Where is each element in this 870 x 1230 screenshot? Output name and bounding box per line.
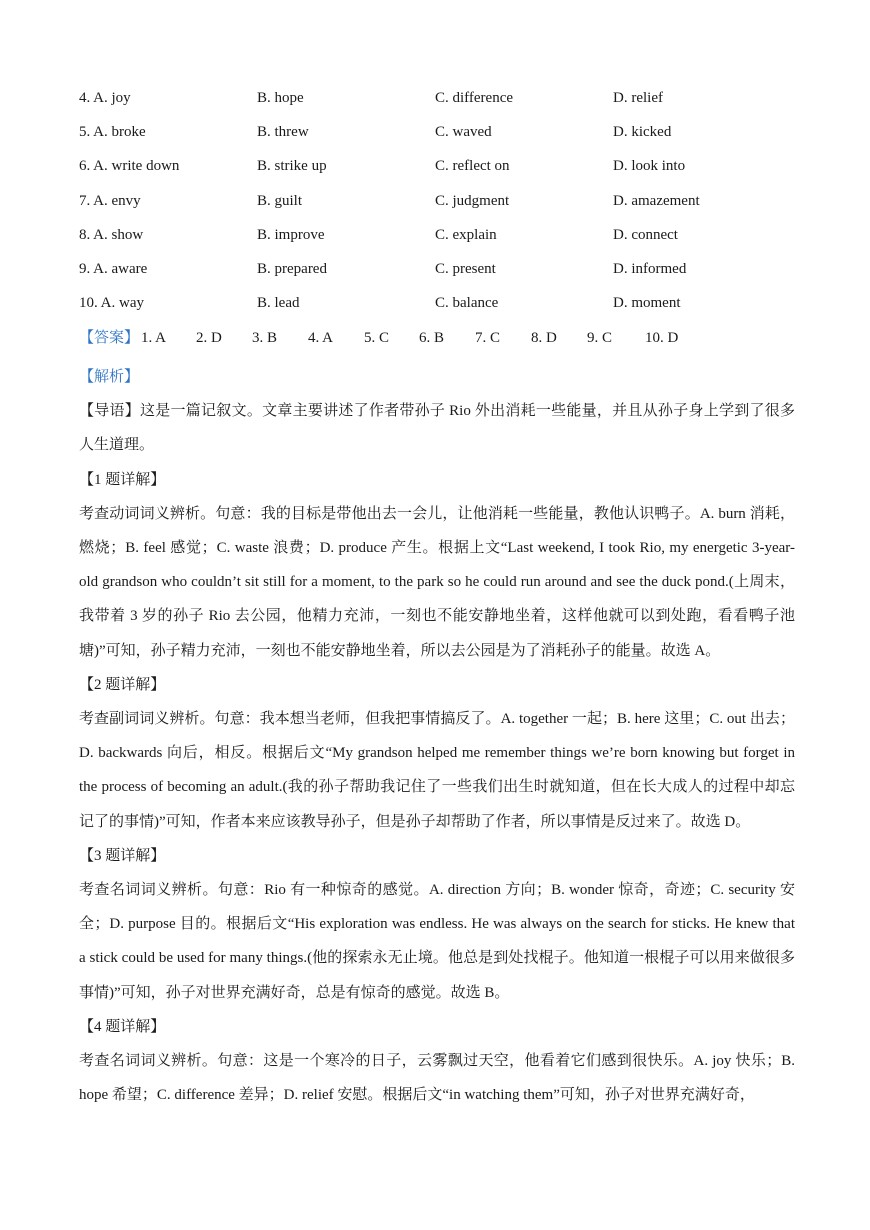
answer-item: 10. D [645,330,679,346]
option-row [79,189,799,223]
answer-item: 9. C [587,330,613,346]
option-c: C. judgment [435,192,510,209]
option-c: C. present [435,260,496,277]
answer-item: 8. D [531,330,557,346]
option-a: 6. A. write down [79,158,180,175]
option-d: D. connect [613,226,678,243]
answer-item: 3. B [252,330,278,346]
analysis-tag: 【解析】 [79,369,140,385]
answer-tag: 【答案】 [79,330,140,346]
option-row [79,86,799,120]
section-heading: 【3 题详解】 [79,847,166,864]
option-a: 8. A. show [79,226,144,243]
option-b: B. threw [257,124,309,141]
option-row [79,154,799,188]
answer-item: 4. A [308,330,334,346]
option-d: D. informed [613,260,687,277]
option-b: B. lead [257,295,300,312]
section-text: 考查名词词义辨析。句意：这是一个寒冷的日子，云雾飘过天空，他看着它们感到很快乐。A. joy 快乐；B. hope 希望；C. difference 差异；D. relief 安慰。根据后文“in watching them”可知，孙子对世界充满好奇， [79,1053,795,1104]
section-text: 考查动词词义辨析。句意：我的目标是带他出去一会儿，让他消耗一些能量，教他认识鸭子。A. burn 消耗，燃烧；B. feel 感觉；C. waste 浪费；D. produce 产生。根据上文“Last weekend, I took Rio, my energetic 3-year-old grandson who couldn’t sit still for a moment, to the park so he could run around and see the duck pond.(上周末，我带着 3 岁的孙子 Rio 去公园，他精力充沛，一刻也不能安静地坐着，这样他就可以到处跑，看看鸭子池塘)”可知，孙子精力充沛，一刻也不能安静地坐着，所以去公园是为了消耗孙子的能量。故选 A。 [79,505,795,659]
option-row [79,223,799,257]
option-c: C. waved [435,124,492,141]
option-d: D. amazement [613,192,700,209]
option-d: D. relief [613,90,663,106]
option-row [79,257,799,291]
section-heading: 【2 题详解】 [79,676,166,693]
answer-item: 2. D [196,330,222,346]
option-b: B. prepared [257,260,327,277]
option-b: B. improve [257,226,325,243]
option-c: C. balance [435,295,499,312]
option-a: 7. A. envy [79,192,141,209]
option-d: D. kicked [613,124,672,141]
section-text: 考查副词词义辨析。句意：我本想当老师，但我把事情搞反了。A. together 一起；B. here 这里；C. out 出去；D. backwards 向后，相反。根据后文“My grandson helped me remember things we’re born knowing but forget in the process of becoming an adult.(我的孙子帮助我记住了一些我们出生时就知道，但在长大成人的过程中却忘记了的事情)”可知，作者本来应该教导孙子，但是孙子却帮助了作者，所以事情是反过来了。故选 D。 [79,711,795,830]
option-a: 9. A. aware [79,260,148,277]
option-d: D. moment [613,295,681,312]
answer-item: 7. C [475,330,501,346]
option-c: C. explain [435,226,497,243]
option-c: C. reflect on [435,158,510,175]
option-a: 5. A. broke [79,124,146,141]
option-d: D. look into [613,158,686,175]
answer-item: 6. B [419,330,445,346]
answer-item: 1. A [141,330,167,346]
option-c: C. difference [435,90,514,106]
option-row [79,120,799,154]
option-b: B. guilt [257,192,303,209]
answer-item: 5. C [364,330,390,346]
option-a: 4. A. joy [79,90,131,106]
section-text: 考查名词词义辨析。句意：Rio 有一种惊奇的感觉。A. direction 方向；B. wonder 惊奇，奇迹；C. security 安全；D. purpose 目的。根据后文“His exploration was endless. He was always on the search for sticks. He knew that a stick could be used for many things.(他的探索永无止境。他总是到处找棍子。他知道一根棍子可以用来做很多事情)”可知，孙子对世界充满好奇，总是有惊奇的感觉。故选 B。 [79,882,795,1001]
section-heading: 【4 题详解】 [79,1018,166,1035]
section-heading: 【1 题详解】 [79,471,166,488]
answer-line [79,326,679,350]
option-row [79,291,799,325]
options-table [79,86,799,325]
option-b: B. strike up [257,158,327,175]
option-b: B. hope [257,90,304,106]
option-a: 10. A. way [79,295,144,312]
analysis-body [79,360,795,1112]
intro-paragraph: 【导语】这是一篇记叙文。文章主要讲述了作者带孙子 Rio 外出消耗一些能量，并且从孙子身上学到了很多人生道理。 [79,403,795,454]
